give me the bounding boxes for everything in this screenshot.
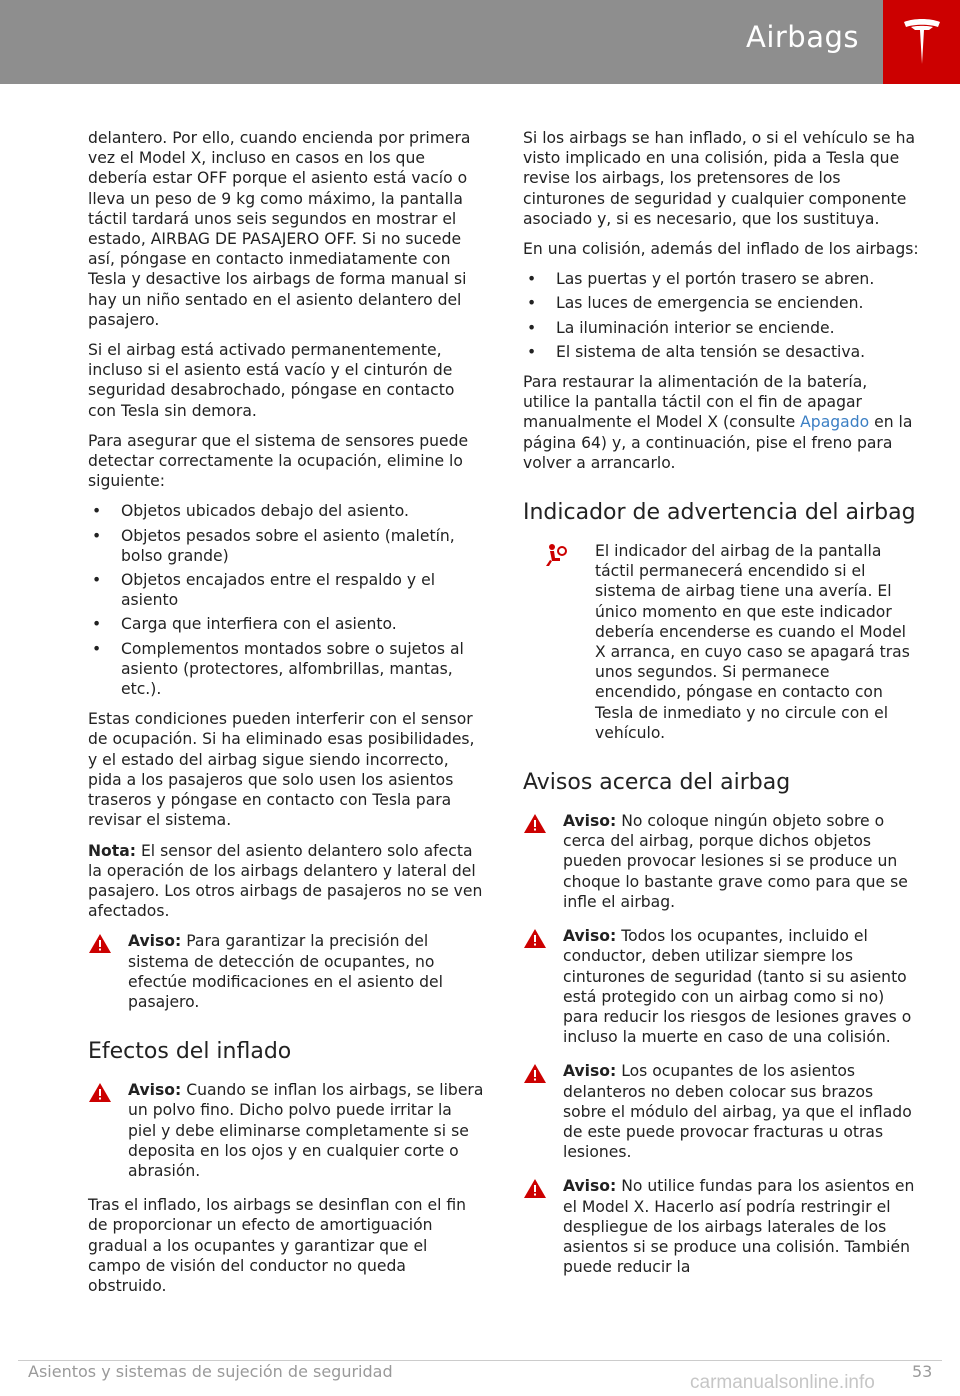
list-item: • Objetos pesados sobre el asiento (maletín, bolso grande) bbox=[92, 526, 455, 565]
bullet-icon: • bbox=[527, 294, 537, 313]
note-label: Nota: bbox=[88, 841, 136, 860]
page-header bbox=[0, 0, 883, 84]
list-item: • Complementos montados sobre o sujetos al asiento (protectores, alfombrillas, mantas, etc.). bbox=[92, 639, 464, 699]
warning-triangle-icon bbox=[523, 928, 547, 949]
warning-block: Aviso: Para garantizar la precisión del sistema de detección de ocupantes, no efectúe modificaciones en el asiento del pasajero. bbox=[88, 931, 484, 1012]
list-item: • Objetos ubicados debajo del asiento. bbox=[92, 502, 409, 521]
tesla-logo bbox=[883, 0, 960, 84]
bullet-icon: • bbox=[92, 526, 102, 545]
bullet-icon: • bbox=[92, 639, 102, 658]
warning-block: Aviso: Todos los ocupantes, incluido el conductor, deben utilizar siempre los cinturones de seguridad (tanto si su asiento está protegido con un airbag como si no) para reducir los riesgos de lesiones graves o incluso la muerte en caso de una colisión. bbox=[523, 926, 919, 1047]
paragraph: En una colisión, además del inflado de los airbags: bbox=[523, 240, 919, 259]
bullet-icon: • bbox=[527, 270, 537, 289]
warning-block: Aviso: No utilice fundas para los asientos en el Model X. Hacerlo así podría restringir el despliegue de los airbags laterales de los asientos si se produce una colisión. También puede reducir la bbox=[523, 1176, 919, 1277]
footer-divider bbox=[18, 1360, 942, 1361]
warning-block: Aviso: No coloque ningún objeto sobre o cerca del airbag, porque dichos objetos pueden provocar lesiones si se produce un choque lo bastante grave como para que se infle el airbag. bbox=[523, 811, 919, 912]
warning-block: Aviso: Cuando se inflan los airbags, se libera un polvo fino. Dicho polvo puede irritar la piel y debe eliminarse completamente si se deposita en los ojos y en cualquier corte o abrasión. bbox=[88, 1080, 484, 1181]
tesla-logo-icon bbox=[902, 16, 942, 68]
list-item: • Las puertas y el portón trasero se abren. bbox=[527, 270, 875, 289]
bullet-icon: • bbox=[92, 502, 102, 521]
paragraph: Para restaurar la alimentación de la batería, utilice la pantalla táctil con el fin de apagar manualmente el Model X (consulte Apagado en la página 64) y, a continuación, pise el freno para volver a arrancarlo. bbox=[523, 373, 913, 472]
bullet-icon: • bbox=[92, 571, 102, 590]
warning-label: Aviso: bbox=[128, 932, 182, 951]
footer-section-title: Asientos y sistemas de sujeción de seguridad bbox=[28, 1362, 393, 1381]
note: Nota: El sensor del asiento delantero solo afecta la operación de los airbags delantero y lateral del pasajero. Los otros airbags de pasajeros no se ven afectados. bbox=[88, 841, 483, 921]
warning-triangle-icon bbox=[88, 1082, 112, 1103]
page-number: 53 bbox=[912, 1362, 933, 1381]
list-item: • Las luces de emergencia se encienden. bbox=[527, 294, 864, 313]
warning-label: Aviso: bbox=[563, 1177, 617, 1196]
warning-triangle-icon bbox=[523, 813, 547, 834]
paragraph: Estas condiciones pueden interferir con el sensor de ocupación. Si ha eliminado esas posibilidades, y el estado del airbag sigue siendo incorrecto, pida a los pasajeros que solo usen los asientos traseros y póngase en contacto con Tesla para revisar el sistema. bbox=[88, 710, 475, 830]
bullet-icon: • bbox=[527, 342, 537, 361]
bullet-list bbox=[523, 269, 919, 362]
list-item: • El sistema de alta tensión se desactiva. bbox=[527, 342, 866, 361]
warning-label: Aviso: bbox=[128, 1081, 182, 1100]
indicator-block bbox=[523, 541, 919, 743]
list-item: • Objetos encajados entre el respaldo y el asiento bbox=[92, 571, 436, 610]
bullet-icon: • bbox=[92, 615, 102, 634]
section-heading: Efectos del inflado bbox=[88, 1039, 292, 1065]
left-column bbox=[88, 128, 484, 1306]
paragraph: Tras el inflado, los airbags se desinflan con el fin de proporcionar un efecto de amortiguación gradual a los ocupantes y garantizar que el campo de visión del conductor no queda obstruido. bbox=[88, 1196, 467, 1295]
page-title: Airbags bbox=[745, 20, 859, 54]
warning-block: Aviso: Los ocupantes de los asientos delanteros no deben colocar sus brazos sobre el módulo del airbag, ya que el inflado de este puede provocar fracturas u otras lesiones. bbox=[523, 1061, 919, 1162]
warning-triangle-icon bbox=[523, 1178, 547, 1199]
warning-label: Aviso: bbox=[563, 812, 617, 831]
paragraph: Si los airbags se han inflado, o si el vehículo se ha visto implicado en una colisión, pida a Tesla que revise los airbags, los pretensores de los cinturones de seguridad y cualquier componente asociado y, si es necesario, que los sustituya. bbox=[523, 129, 916, 228]
warning-label: Aviso: bbox=[563, 1062, 617, 1081]
section-heading: Indicador de advertencia del airbag bbox=[523, 500, 916, 526]
paragraph: Para asegurar que el sistema de sensores puede detectar correctamente la ocupación, elimine lo siguiente: bbox=[88, 431, 469, 491]
section-heading: Avisos acerca del airbag bbox=[523, 770, 791, 796]
paragraph: Si el airbag está activado permanentemente, incluso si el asiento está vacío y el cinturón de seguridad desabrochado, póngase en contacto con Tesla sin demora. bbox=[88, 341, 455, 420]
right-column bbox=[523, 128, 919, 1291]
bullet-list bbox=[88, 501, 484, 699]
indicator-text: El indicador del airbag de la pantalla táctil permanecerá encendido si el sistema de airbag tiene una avería. El único momento en que este indicador debería encenderse es cuando el Model X arranca, en cuyo caso se apagará tras unos segundos. Si permanece encendido, póngase en contacto con Tesla de inmediato y no circule con el vehículo. bbox=[595, 542, 910, 742]
paragraph: delantero. Por ello, cuando encienda por primera vez el Model X, incluso en casos en los que debería estar OFF porque el asiento está vacío o lleva un peso de 9 kg como máximo, la pantalla táctil tardará unos seis segundos en mostrar el estado, AIRBAG DE PASAJERO OFF. Si no sucede así, póngase en contacto inmediatamente con Tesla y desactive los airbags de forma manual si hay un niño sentado en el asiento delantero del pasajero. bbox=[88, 129, 471, 329]
warning-triangle-icon bbox=[88, 933, 112, 954]
warning-triangle-icon bbox=[523, 1063, 547, 1084]
airbag-indicator-icon bbox=[543, 543, 567, 567]
apagado-link[interactable]: Apagado bbox=[800, 413, 870, 432]
watermark: carmanualsonline.info bbox=[690, 1372, 875, 1393]
warning-label: Aviso: bbox=[563, 927, 617, 946]
list-item: • Carga que interfiera con el asiento. bbox=[92, 615, 397, 634]
bullet-icon: • bbox=[527, 318, 537, 337]
list-item: • La iluminación interior se enciende. bbox=[527, 318, 835, 337]
